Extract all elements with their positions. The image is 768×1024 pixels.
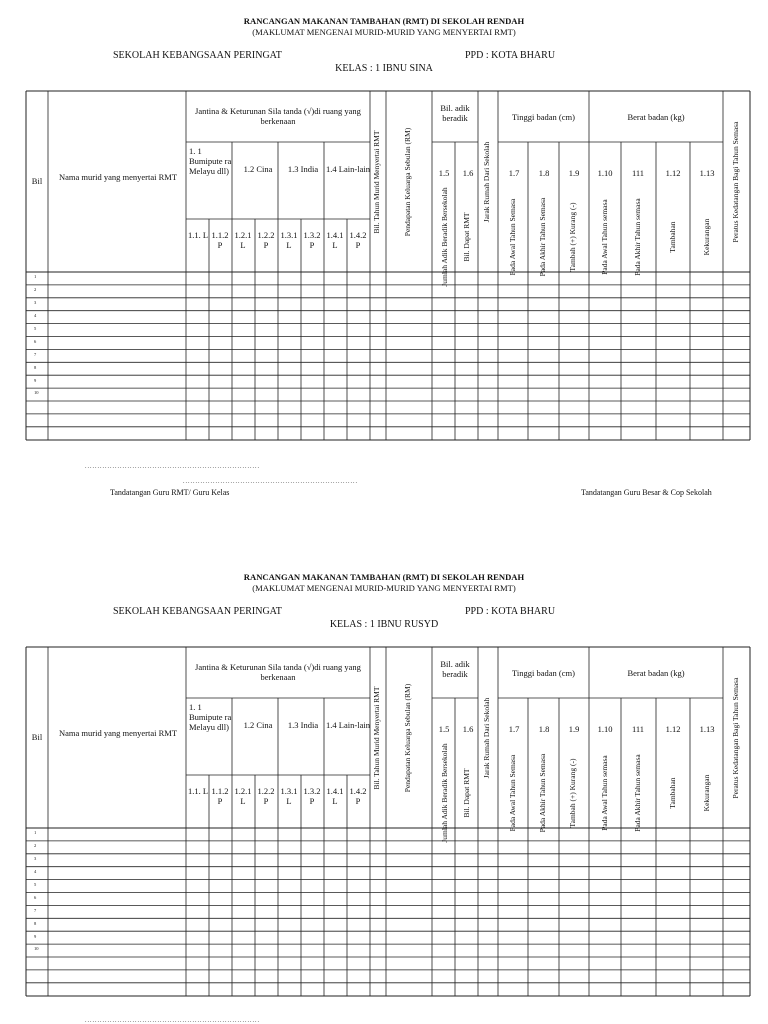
col-tinggi-awal: Pada Awal Tahun Semasa — [507, 198, 517, 276]
row-number: 10 — [34, 946, 39, 951]
col-bil-adik-beradik: Bil. adik beradik — [440, 659, 470, 679]
col-1-5: 1.5 — [438, 168, 450, 178]
form-subtitle: (MAKLUMAT MENGENAI MURID-MURID YANG MENYERTAI RMT) — [252, 583, 516, 593]
col-1-4-1: 1.4.1 L — [326, 230, 344, 250]
signature-line: ...................................................................... — [85, 1018, 260, 1024]
col-1-7: 1.7 — [508, 168, 520, 178]
kelas-label: KELAS : 1 IBNU RUSYD — [329, 619, 439, 630]
form-subtitle: (MAKLUMAT MENGENAI MURID-MURID YANG MENYERTAI RMT) — [252, 27, 516, 37]
col-1-1-2: 1.1.2 P — [211, 786, 229, 806]
col-1-2-1: 1.2.1 L — [234, 230, 252, 250]
col-lain-lain: 1.4 Lain-lain — [326, 720, 370, 730]
col-tinggi-akhir: Pada Akhir Tahun Semasa — [537, 753, 547, 833]
col-jantina-keturunan: Jantina & Keturunan Sila tanda (√)di ruang yang berkenaan — [195, 662, 361, 682]
col-berat-tambahan: Tambahan — [667, 777, 677, 809]
col-bil-tahun-rmt: Bil. Tahun Murid Menyertai RMT — [371, 130, 381, 234]
col-berat-akhir: Pada Akhir Tahun semasa — [632, 198, 642, 276]
col-india: 1.3 India — [287, 164, 319, 174]
col-1-1-2: 1.1.2 P — [211, 230, 229, 250]
row-number: 6 — [34, 339, 37, 344]
col-cina: 1.2 Cina — [243, 164, 273, 174]
col-jarak-rumah: Jarak Rumah Dari Sekolah — [481, 697, 491, 779]
col-tinggi-tambah-kurang: Tambah (+) Kurang (-) — [567, 758, 577, 828]
col-pendapatan: Pendapatan Keluarga Sebulan (RM) — [402, 127, 412, 237]
row-number: 3 — [34, 856, 37, 861]
col-1-5: 1.5 — [438, 724, 450, 734]
row-number: 5 — [34, 882, 37, 887]
col-bil-tahun-rmt: Bil. Tahun Murid Menyertai RMT — [371, 686, 381, 790]
col-1-13: 1.13 — [699, 168, 715, 178]
kelas-label: KELAS : 1 IBNU SINA — [335, 63, 433, 74]
col-pendapatan: Pendapatan Keluarga Sebulan (RM) — [402, 683, 412, 793]
col-berat-kekurangan: Kekurangan — [701, 774, 711, 812]
col-berat-tambahan: Tambahan — [667, 221, 677, 253]
col-berat-akhir: Pada Akhir Tahun semasa — [632, 754, 642, 832]
guru-besar-signature-label: Tandatangan Guru Besar & Cop Sekolah — [581, 488, 712, 497]
col-tinggi-akhir: Pada Akhir Tahun Semasa — [537, 197, 547, 277]
col-lain-lain: 1.4 Lain-lain — [326, 164, 370, 174]
col-berat-awal: Pada Awal Tahun semasa — [599, 755, 609, 831]
row-number: 2 — [34, 287, 37, 292]
col-jumlah-adik: Jumlah Adik Beradik Bersekolah — [439, 187, 449, 287]
col-tinggi-awal: Pada Awal Tahun Semasa — [507, 754, 517, 832]
col-berat-kekurangan: Kekurangan — [701, 218, 711, 256]
col-1-6: 1.6 — [462, 724, 474, 734]
col-1-13: 1.13 — [699, 724, 715, 734]
signature-line: ...................................................................... — [183, 479, 358, 485]
row-number: 6 — [34, 895, 37, 900]
table-grid-lines — [0, 556, 768, 1016]
col-jantina-keturunan: Jantina & Keturunan Sila tanda (√)di ruang yang berkenaan — [195, 106, 361, 126]
row-number: 2 — [34, 843, 37, 848]
col-1-4-2: 1.4.2 P — [349, 786, 367, 806]
col-bil-dapat-rmt: Bil. Dapat RMT — [461, 212, 471, 262]
col-1-7: 1.7 — [508, 724, 520, 734]
row-number: 9 — [34, 934, 37, 939]
col-1-2-2: 1.2.2 P — [257, 230, 275, 250]
col-1-11: 111 — [631, 724, 645, 734]
row-number: 4 — [34, 313, 37, 318]
col-1-3-1: 1.3.1 L — [280, 786, 298, 806]
col-1-8: 1.8 — [538, 724, 550, 734]
col-1-4-2: 1.4.2 P — [349, 230, 367, 250]
col-1-11: 111 — [631, 168, 645, 178]
row-number: 8 — [34, 365, 37, 370]
col-1-8: 1.8 — [538, 168, 550, 178]
col-tinggi-badan: Tinggi badan (cm) — [512, 668, 575, 678]
row-number: 7 — [34, 908, 37, 913]
col-1-9: 1.9 — [568, 168, 580, 178]
col-1-9: 1.9 — [568, 724, 580, 734]
col-tinggi-tambah-kurang: Tambah (+) Kurang (-) — [567, 202, 577, 272]
row-number: 8 — [34, 921, 37, 926]
col-1-6: 1.6 — [462, 168, 474, 178]
row-number: 3 — [34, 300, 37, 305]
signature-line: ...................................................................... — [85, 464, 260, 470]
col-bil: Bil — [31, 732, 43, 742]
col-1-4-1: 1.4.1 L — [326, 786, 344, 806]
form-title: RANCANGAN MAKANAN TAMBAHAN (RMT) DI SEKOLAH RENDAH — [243, 16, 525, 26]
row-number: 1 — [34, 274, 37, 279]
col-bumiputera: 1. 1 Bumipute ra Melayu dll) — [189, 702, 232, 732]
row-number: 7 — [34, 352, 37, 357]
row-number: 10 — [34, 390, 39, 395]
col-1-12: 1.12 — [665, 168, 681, 178]
col-bil-dapat-rmt: Bil. Dapat RMT — [461, 768, 471, 818]
row-number: 1 — [34, 830, 37, 835]
form-title: RANCANGAN MAKANAN TAMBAHAN (RMT) DI SEKOLAH RENDAH — [243, 572, 525, 582]
col-1-10: 1.10 — [597, 724, 613, 734]
col-nama-murid: Nama murid yang menyertai RMT — [58, 172, 178, 182]
col-bil: Bil — [31, 176, 43, 186]
col-1-10: 1.10 — [597, 168, 613, 178]
col-1-3-1: 1.3.1 L — [280, 230, 298, 250]
col-tinggi-badan: Tinggi badan (cm) — [512, 112, 575, 122]
school-name: SEKOLAH KEBANGSAAN PERINGAT — [113, 606, 282, 617]
ppd-label: PPD : KOTA BHARU — [465, 606, 556, 617]
ppd-label: PPD : KOTA BHARU — [465, 50, 556, 61]
row-number: 9 — [34, 378, 37, 383]
col-bumiputera: 1. 1 Bumipute ra Melayu dll) — [189, 146, 232, 176]
guru-signature-label: Tandatangan Guru RMT/ Guru Kelas — [110, 488, 230, 497]
col-nama-murid: Nama murid yang menyertai RMT — [58, 728, 178, 738]
col-1-3-2: 1.3.2 P — [303, 230, 321, 250]
col-1-2-2: 1.2.2 P — [257, 786, 275, 806]
col-jarak-rumah: Jarak Rumah Dari Sekolah — [481, 141, 491, 223]
col-1-1-1: 1.1. L — [187, 230, 209, 240]
table-grid-lines — [0, 0, 768, 460]
col-peratus-kedatangan: Peratus Kedatangan Bagi Tahun Semasa — [730, 121, 740, 243]
row-number: 4 — [34, 869, 37, 874]
col-india: 1.3 India — [287, 720, 319, 730]
col-jumlah-adik: Jumlah Adik Beradik Bersekolah — [439, 743, 449, 843]
col-bil-adik-beradik: Bil. adik beradik — [440, 103, 470, 123]
col-berat-awal: Pada Awal Tahun semasa — [599, 199, 609, 275]
col-peratus-kedatangan: Peratus Kedatangan Bagi Tahun Semasa — [730, 677, 740, 799]
school-name: SEKOLAH KEBANGSAAN PERINGAT — [113, 50, 282, 61]
col-1-1-1: 1.1. L — [187, 786, 209, 796]
col-cina: 1.2 Cina — [243, 720, 273, 730]
col-1-2-1: 1.2.1 L — [234, 786, 252, 806]
col-berat-badan: Berat badan (kg) — [627, 112, 685, 122]
row-number: 5 — [34, 326, 37, 331]
col-1-12: 1.12 — [665, 724, 681, 734]
col-berat-badan: Berat badan (kg) — [627, 668, 685, 678]
col-1-3-2: 1.3.2 P — [303, 786, 321, 806]
